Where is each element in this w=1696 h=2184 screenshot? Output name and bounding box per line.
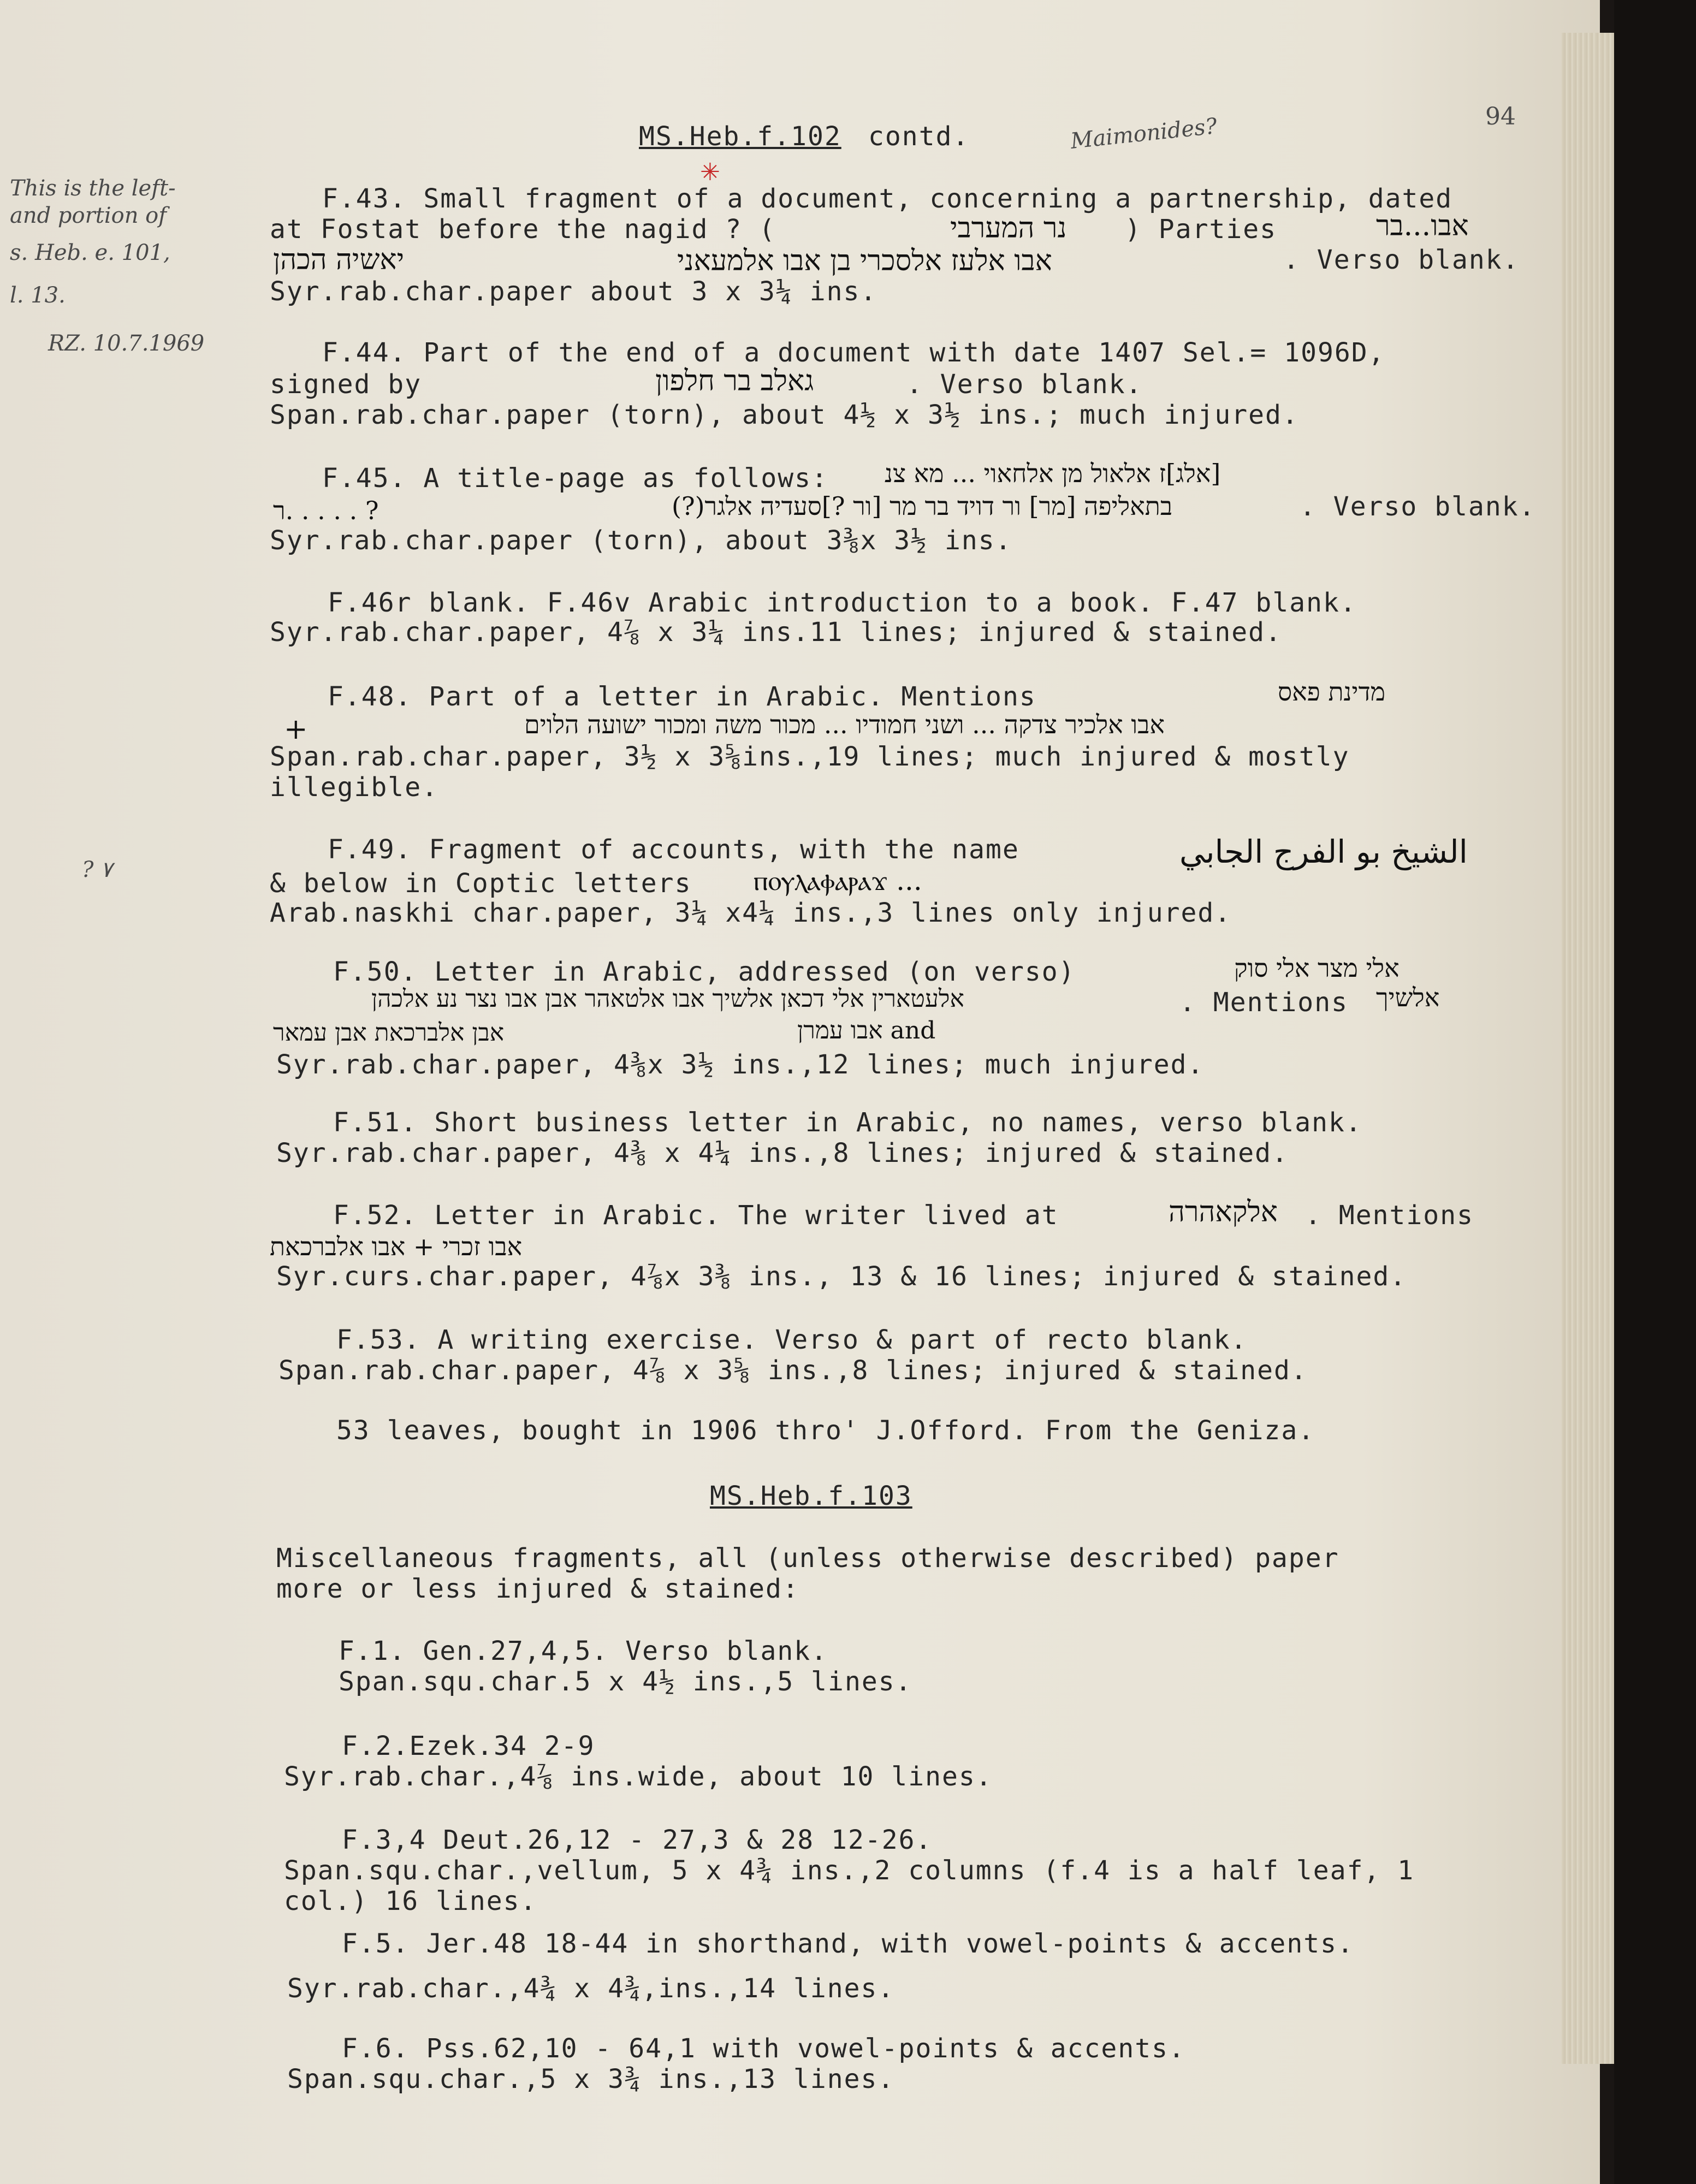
entry-103-f34-line2: Span.squ.char.,vellum, 5 x 4¾ ins.,2 columns (f.4 is a half leaf, 1	[284, 1855, 1415, 1886]
pencil-note-maimonides: Maimonides?	[1069, 114, 1219, 154]
entry-f50-line1: F.50. Letter in Arabic, addressed (on verso)	[333, 957, 1076, 987]
section-intro-line2: more or less injured & stained:	[276, 1574, 799, 1604]
hebrew-names-f50-a: אבו עמרן and	[797, 1017, 936, 1044]
arabic-name: الشيخ بو الفرج الجابي	[1179, 833, 1468, 870]
hebrew-address-3: אלעטארין אלי דכאן אלשיך אבו אלטאהר אבן אבו נצר נע אלכהן	[371, 985, 964, 1013]
entry-103-f5-line1: F.5. Jer.48 18-44 in shorthand, with vowel-points & accents.	[342, 1928, 1354, 1959]
coptic-letters: ⲡⲟⲩⲗⲁⲫⲁⲣⲁϫ ...	[754, 865, 922, 897]
hebrew-parties-1: אבו...בר	[1376, 210, 1469, 242]
hebrew-title-line2: בתאליפה [מר] ור דויד בר מר [ור ?]סעדיה אלגר(?)	[672, 491, 1172, 521]
entry-f46-line1: F.46r blank. F.46v Arabic introduction to a book. F.47 blank.	[328, 587, 1357, 618]
entry-f43-verso: . Verso blank.	[1283, 245, 1520, 275]
hebrew-witness: יאשיה הכהן	[273, 244, 405, 276]
entry-f53-line2: Span.rab.char.paper, 4⅞ x 3⅝ ins.,8 lines; injured & stained.	[278, 1355, 1308, 1386]
entry-f52-line1: F.52. Letter in Arabic. The writer lived at	[333, 1200, 1059, 1231]
entry-103-f34-line1: F.3,4 Deut.26,12 - 27,3 & 28 12-26.	[342, 1825, 933, 1855]
margin-note-line: l. 13.	[10, 283, 66, 308]
book-cover-edge	[1614, 0, 1696, 2184]
entry-f49-line1: F.49. Fragment of accounts, with the name	[328, 834, 1019, 865]
entry-103-f6-line2: Span.squ.char.,5 x 3¾ ins.,13 lines.	[287, 2064, 895, 2094]
margin-note-query: ? ۷	[82, 857, 112, 882]
entry-f44-line3: Span.rab.char.paper (torn), about 4½ x 3½ ins.; much injured.	[270, 400, 1299, 430]
entry-f45-line3: Syr.rab.char.paper (torn), about 3⅜x 3½ ins.	[270, 525, 1012, 556]
entry-f51-line2: Syr.rab.char.paper, 4⅜ x 4¼ ins.,8 lines; injured & stained.	[276, 1138, 1289, 1168]
hebrew-names-f50-b: אבן אלברכאת אבן עמאר	[273, 1019, 505, 1047]
hebrew-names-f48: אבו אלכיר צדקה ... ושני חמודיו ... מכור משה ומכור ישועה הלוים	[524, 710, 1165, 739]
hebrew-title-line1: [אלג]ז אלאול מן אלחאוי ... מא צנ	[885, 459, 1221, 488]
hebrew-names-f52: אבו זכרי + אבו אלברכאת	[270, 1232, 523, 1261]
entry-103-f34-line3: col.) 16 lines.	[284, 1886, 537, 1916]
entry-f44-line1: F.44. Part of the end of a document with date 1407 Sel.= 1096D,	[322, 337, 1385, 368]
entry-f53-line1: F.53. A writing exercise. Verso & part of recto blank.	[336, 1325, 1248, 1355]
entry-f48-line2: Span.rab.char.paper, 3½ x 3⅝ins.,19 lines; much injured & mostly	[270, 741, 1350, 772]
hebrew-ner-hamaaravi: נר המערבי	[950, 212, 1067, 245]
entry-f52-mentions: . Mentions	[1305, 1200, 1474, 1231]
section-intro-line1: Miscellaneous fragments, all (unless otherwise described) paper	[276, 1543, 1339, 1574]
entry-f49-line2: & below in Coptic letters	[270, 868, 692, 899]
cross-mark: +	[284, 713, 308, 746]
entry-f45-line1: F.45. A title-page as follows:	[322, 463, 828, 494]
folio-number: 94	[1485, 103, 1516, 130]
entry-f49-line3: Arab.naskhi char.paper, 3¼ x4¼ ins.,3 lines only injured.	[270, 898, 1232, 928]
margin-note-line: and portion of	[10, 203, 167, 228]
hebrew-city-fez: מדינת פאס	[1278, 677, 1385, 707]
entry-103-f1-line2: Span.squ.char.5 x 4½ ins.,5 lines.	[339, 1666, 912, 1697]
page-title-suffix: contd.	[868, 121, 970, 152]
asterisk-mark: ✳	[700, 158, 720, 186]
entry-f46-line2: Syr.rab.char.paper, 4⅞ x 3¼ ins.11 lines; injured & stained.	[270, 617, 1282, 648]
entry-f51-line1: F.51. Short business letter in Arabic, no names, verso blank.	[333, 1107, 1362, 1138]
entry-f52-line3: Syr.curs.char.paper, 4⅞x 3⅜ ins., 13 & 16 lines; injured & stained.	[276, 1261, 1407, 1292]
section-title: MS.Heb.f.103	[710, 1481, 912, 1511]
entry-103-f1-line1: F.1. Gen.27,4,5. Verso blank.	[339, 1636, 828, 1666]
entry-103-f6-line1: F.6. Pss.62,10 - 64,1 with vowel-points & accents.	[342, 2033, 1185, 2064]
entry-f45-verso: . Verso blank.	[1300, 491, 1536, 522]
entry-f43-line2: at Fostat before the nagid ? (	[270, 214, 776, 245]
entry-103-f2-line1: F.2.Ezek.34 2-9	[342, 1731, 595, 1761]
entry-f44-verso: . Verso blank.	[906, 369, 1143, 400]
entry-103-f2-line2: Syr.rab.char.,4⅞ ins.wide, about 10 lines.	[284, 1761, 993, 1792]
collection-summary: 53 leaves, bought in 1906 thro' J.Offord. From the Geniza.	[336, 1415, 1315, 1446]
entry-103-f5-line2: Syr.rab.char.,4¾ x 4¾,ins.,14 lines.	[287, 1973, 895, 2004]
entry-f48-line1: F.48. Part of a letter in Arabic. Mentions	[328, 681, 1036, 712]
hebrew-address-1: אלי מצר אלי סוק	[1234, 953, 1400, 983]
entry-f48-line3: illegible.	[270, 772, 438, 803]
margin-note-line: This is the left-	[10, 176, 176, 201]
hebrew-address-2: אלשיך	[1376, 983, 1440, 1012]
hebrew-title-fragment: ר. . . . . ?	[273, 496, 379, 525]
page-title: MS.Heb.f.102	[639, 121, 841, 152]
entry-f44-signed: signed by	[270, 369, 422, 400]
entry-f50-mentions: . Mentions	[1179, 987, 1348, 1018]
hebrew-parties-2: אבו אלעז אלסכרי בן אבו אלמעאני	[677, 245, 1052, 277]
margin-note-line: s. Heb. e. 101,	[10, 240, 170, 265]
entry-f43-line3: Syr.rab.char.paper about 3 x 3¼ ins.	[270, 276, 877, 307]
hebrew-signatory: גאלב בר חלפון	[655, 365, 814, 397]
entry-f43-parties: ) Parties	[1125, 214, 1277, 245]
hebrew-city-cairo: אלקאהרה	[1169, 1196, 1278, 1228]
entry-f43-line1: F.43. Small fragment of a document, concerning a partnership, dated	[322, 183, 1453, 214]
margin-note-signature: RZ. 10.7.1969	[48, 331, 205, 356]
entry-f50-line3: Syr.rab.char.paper, 4⅜x 3½ ins.,12 lines; much injured.	[276, 1049, 1205, 1080]
